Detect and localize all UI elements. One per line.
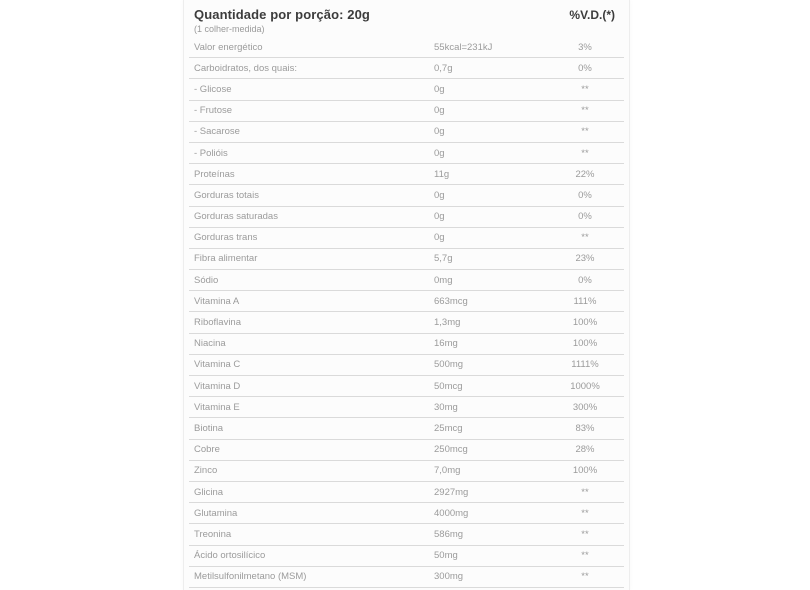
nutrient-name: Valor energético (194, 41, 263, 53)
nutrient-daily-value: ** (581, 507, 589, 519)
table-row (189, 461, 624, 482)
table-row (189, 207, 624, 228)
nutrient-daily-value: ** (581, 83, 589, 95)
nutrient-daily-value: ** (581, 232, 589, 244)
nutrient-daily-value: ** (581, 528, 589, 540)
nutrient-name: Gorduras trans (194, 232, 258, 244)
nutrient-daily-value: 0% (578, 189, 592, 201)
table-row (189, 58, 624, 79)
nutrient-daily-value: 0% (578, 211, 592, 223)
nutrition-header (184, 0, 629, 37)
nutrient-name: Cobre (194, 444, 220, 456)
nutrient-name: - Polióis (194, 147, 228, 159)
table-row (189, 418, 624, 439)
nutrient-daily-value: ** (581, 105, 589, 117)
nutrient-daily-value: 100% (572, 465, 598, 477)
nutrient-amount: 55kcal=231kJ (434, 41, 493, 53)
table-row (189, 440, 624, 461)
nutrient-name: Biotina (194, 422, 224, 434)
nutrient-daily-value: 100% (572, 317, 598, 329)
nutrient-daily-value: ** (581, 126, 589, 138)
nutrition-facts-panel (183, 0, 630, 590)
nutrient-daily-value: ** (581, 550, 589, 562)
nutrient-daily-value: 111% (573, 295, 597, 307)
table-row (189, 79, 624, 100)
nutrient-amount: 586mg (434, 528, 464, 540)
nutrient-amount: 0g (434, 83, 445, 95)
nutrient-name: Vitamina D (194, 380, 241, 392)
nutrient-amount: 250mcg (434, 444, 468, 456)
nutrient-name: Glutamina (194, 507, 238, 519)
nutrient-daily-value: 3% (578, 41, 592, 53)
nutrient-name: Proteínas (194, 168, 235, 180)
nutrient-daily-value: 28% (575, 444, 595, 456)
table-row (189, 397, 624, 418)
nutrient-amount: 300mg (434, 571, 464, 583)
nutrient-name: Gorduras totais (194, 189, 259, 201)
table-row (189, 567, 624, 588)
nutrient-daily-value: ** (581, 571, 589, 583)
nutrient-daily-value: 23% (575, 253, 595, 265)
nutrient-amount: 2927mg (434, 486, 469, 498)
nutrient-amount: 0g (434, 232, 445, 244)
table-row (189, 249, 624, 270)
nutrient-name: Riboflavina (194, 317, 241, 329)
nutrient-daily-value: 1000% (570, 380, 600, 392)
nutrient-daily-value: 22% (575, 168, 595, 180)
nutrient-name: Metilsulfonilmetano (MSM) (194, 571, 307, 583)
nutrient-name: Vitamina C (194, 359, 241, 371)
serving-info (194, 7, 370, 34)
nutrient-name: Sódio (194, 274, 219, 286)
table-row (189, 312, 624, 333)
nutrient-daily-value: ** (581, 486, 589, 498)
table-row (189, 546, 624, 567)
nutrient-amount: 0g (434, 105, 445, 117)
nutrient-name: - Glicose (194, 83, 232, 95)
nutrient-amount: 0mg (434, 274, 453, 286)
nutrient-name: Vitamina A (194, 295, 240, 307)
nutrient-daily-value: 0% (578, 274, 592, 286)
nutrient-amount: 16mg (434, 338, 458, 350)
nutrient-name: Fibra alimentar (194, 253, 258, 265)
nutrient-amount: 7,0mg (434, 465, 461, 477)
nutrient-amount: 11g (434, 168, 450, 180)
nutrient-name: Ácido ortosilícico (194, 550, 266, 562)
nutrient-amount: 30mg (434, 401, 458, 413)
nutrient-name: Glicina (194, 486, 224, 498)
table-row (189, 355, 624, 376)
nutrient-amount: 0,7g (434, 62, 453, 74)
nutrient-name: Niacina (194, 338, 226, 350)
table-row (189, 334, 624, 355)
nutrient-amount: 500mg (434, 359, 464, 371)
nutrient-amount: 4000mg (434, 507, 469, 519)
nutrient-name: Vitamina E (194, 401, 240, 413)
nutrient-amount: 0g (434, 147, 445, 159)
table-row (189, 122, 624, 143)
nutrient-name: Treonina (194, 528, 232, 540)
nutrient-amount: 0g (434, 211, 445, 223)
nutrient-daily-value: 83% (575, 422, 595, 434)
nutrient-daily-value: ** (581, 147, 589, 159)
nutrient-amount: 50mcg (434, 380, 463, 392)
serving-title: Quantidade por porção: 20g (194, 7, 370, 22)
nutrient-name: - Frutose (194, 105, 233, 117)
nutrient-name: Carboidratos, dos quais: (194, 62, 297, 74)
nutrient-amount: 5,7g (434, 253, 453, 265)
table-row (189, 503, 624, 524)
nutrient-amount: 663mcg (434, 295, 468, 307)
table-row (189, 291, 624, 312)
table-row (189, 164, 624, 185)
table-row (189, 37, 624, 58)
nutrient-amount: 0g (434, 126, 445, 138)
nutrient-daily-value: 100% (572, 338, 598, 350)
nutrient-daily-value: 0% (578, 62, 592, 74)
nutrient-daily-value: 300% (572, 401, 598, 413)
table-row (189, 101, 624, 122)
nutrient-daily-value: 1111% (571, 359, 599, 371)
nutrient-amount: 50mg (434, 550, 458, 562)
table-row (189, 228, 624, 249)
serving-subtitle: (1 colher-medida) (194, 24, 265, 34)
nutrient-name: Gorduras saturadas (194, 211, 278, 223)
table-row (189, 143, 624, 164)
table-row (189, 482, 624, 503)
nutrient-amount: 1,3mg (434, 317, 461, 329)
nutrient-name: Zinco (194, 465, 218, 477)
nutrient-name: - Sacarose (194, 126, 240, 138)
table-row (189, 524, 624, 545)
table-row (189, 270, 624, 291)
daily-value-column-header: %V.D.(*) (569, 8, 615, 22)
table-row (189, 185, 624, 206)
table-row (189, 376, 624, 397)
nutrition-table (189, 37, 624, 588)
nutrient-amount: 25mcg (434, 422, 463, 434)
nutrient-amount: 0g (434, 189, 445, 201)
